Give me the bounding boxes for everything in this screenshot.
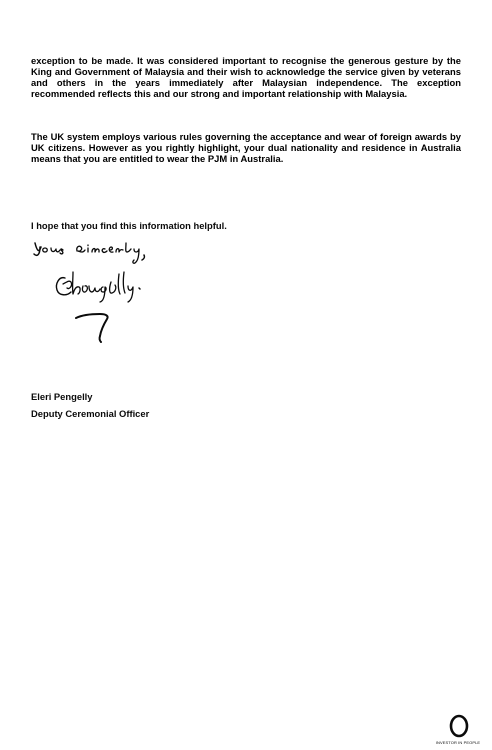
- sender-name: Eleri Pengelly: [31, 391, 93, 402]
- body-paragraph-1: exception to be made. It was considered important to recognise the generous gesture by the King and Government of Malaysia and their wish to acknowledge the service given by veterans and others in the years immediately after Malaysian independence. The exception recommended reflects this and our strong and important relationship with Malaysia.: [31, 55, 461, 99]
- closing-line: I hope that you find this information helpful.: [31, 220, 227, 231]
- body-paragraph-2: The UK system employs various rules governing the acceptance and wear of foreign awards by UK citizens. However as you rightly highlight, your dual nationality and residence in Australia means that you are entitled to wear the PJM in Australia.: [31, 131, 461, 164]
- sender-title: Deputy Ceremonial Officer: [31, 408, 150, 419]
- handwritten-signoff: [31, 233, 171, 265]
- handwritten-initial: [74, 308, 116, 344]
- handwritten-signature: [53, 268, 153, 304]
- svg-text:INVESTOR IN PEOPLE: INVESTOR IN PEOPLE: [435, 740, 481, 745]
- investor-in-people-seal: [430, 712, 486, 748]
